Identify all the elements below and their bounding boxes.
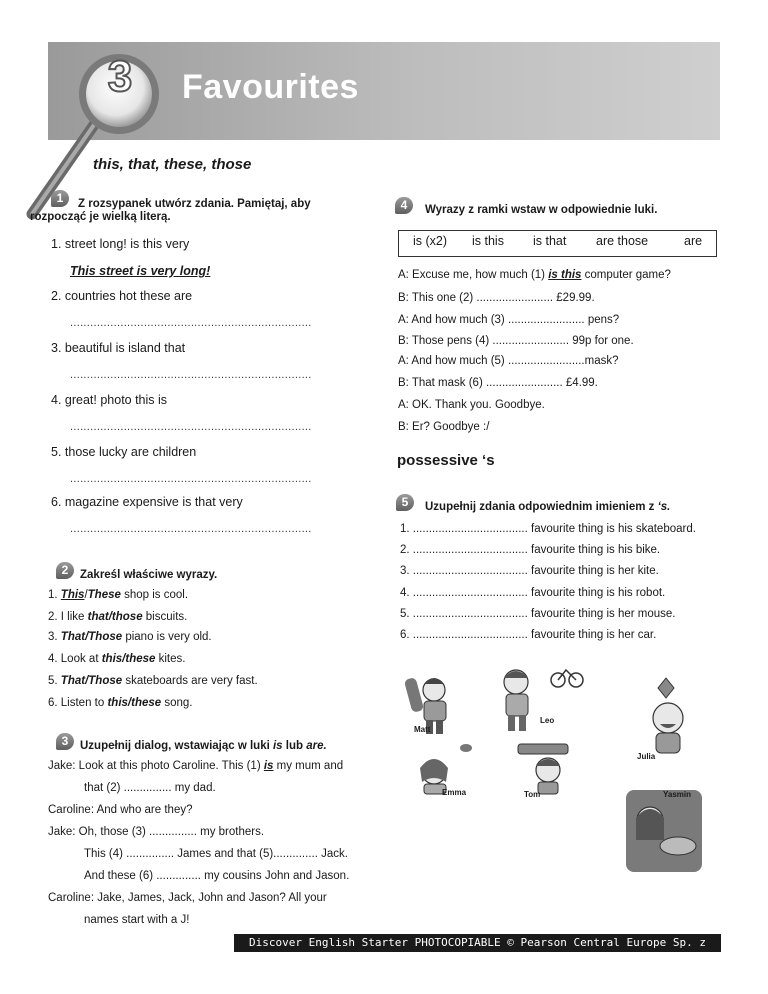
exercise-1-instruction: Z rozsypanek utwórz zdania. Pamiętaj, aby	[78, 198, 311, 210]
ex2-item	[48, 696, 192, 711]
ex2-item	[48, 652, 185, 667]
child-name-label: Leo	[540, 716, 555, 725]
child-name-label: Yasmin	[663, 790, 692, 799]
child-name-label: Tom	[524, 790, 541, 799]
instruction-text: lub	[282, 740, 307, 752]
yasmin-figure	[626, 790, 702, 872]
ex2-item-text: 6. Listen to	[48, 697, 108, 709]
dialog-line: Jake: Oh, those (3) ............... my brothers.	[48, 826, 265, 838]
ex2-item-text: 4. Look at	[48, 653, 102, 665]
ex2-choice[interactable]: this/these	[107, 697, 162, 709]
dialog-line: that (2) ............... my dad.	[84, 782, 216, 794]
word-box-item: is that	[533, 234, 567, 248]
exercise-4	[395, 196, 413, 214]
ex5-item[interactable]: 2. .................................... favourite thing is his bike.	[400, 544, 661, 556]
dialog-line: A: And how much (5) ........................mask?	[398, 355, 619, 367]
ex2-choice-selected[interactable]: This	[60, 589, 85, 601]
page-title: Favourites	[182, 68, 359, 106]
dialog-line: And these (6) .............. my cousins John and Jason.	[84, 870, 350, 882]
dialog-line	[48, 759, 343, 774]
ex5-item[interactable]: 6. .................................... favourite thing is her car.	[400, 629, 657, 641]
instruction-keyword: ‘s.	[657, 501, 671, 513]
dialog-text: Jake: Look at this photo Caroline. This (1)	[48, 760, 264, 772]
ex2-item	[48, 630, 212, 645]
child-name-label: Matt	[414, 725, 431, 734]
ex1-prompt: 4. great! photo this is	[51, 393, 168, 407]
ex2-item-text: kites.	[155, 653, 186, 665]
ex5-item[interactable]: 3. .................................... favourite thing is her kite.	[400, 565, 659, 577]
children-illustration	[398, 660, 708, 875]
dialog-line: B: Er? Goodbye :/	[398, 421, 490, 433]
exercise-4-instruction: Wyrazy z ramki wstaw w odpowiednie luki.	[425, 204, 658, 216]
exercise-number-badge: 3	[56, 733, 74, 750]
dialog-line: B: That mask (6) ........................ £4.99.	[398, 377, 598, 389]
emma-figure	[420, 744, 472, 794]
section-heading: possessive ‘s	[397, 452, 495, 469]
ex2-item	[48, 610, 187, 625]
child-name-label: Julia	[637, 752, 656, 761]
dialog-line	[398, 268, 671, 283]
ex1-answer-line[interactable]: ........................................................................	[70, 369, 312, 381]
ex2-item-text: 5.	[48, 675, 61, 687]
ex1-prompt: 6. magazine expensive is that very	[51, 495, 243, 509]
exercise-3-instruction	[80, 739, 327, 753]
page-subtitle: this, that, these, those	[93, 156, 252, 173]
ex1-prompt: 3. beautiful is island that	[51, 341, 186, 355]
ex5-item[interactable]: 4. .................................... favourite thing is his robot.	[400, 587, 666, 599]
ex2-item	[48, 588, 188, 603]
ex2-choice[interactable]: that/those	[87, 611, 143, 623]
ex2-item-text: skateboards are very fast.	[122, 675, 258, 687]
ex2-item	[48, 674, 258, 689]
dialog-line: Caroline: And who are they?	[48, 804, 193, 816]
unit-number: 3	[107, 52, 133, 101]
ex1-answer-line[interactable]: ........................................................................	[70, 317, 312, 329]
instruction-text: Uzupełnij dialog, wstawiając w luki	[80, 740, 273, 752]
exercise-5-instruction	[425, 500, 670, 514]
word-box-item: is (x2)	[413, 234, 448, 248]
exercise-3	[56, 732, 74, 750]
ex2-item-text: biscuits.	[142, 611, 188, 623]
word-box-item: are	[684, 234, 703, 248]
dialog-text: my mum and	[273, 760, 344, 772]
dialog-line: Caroline: Jake, James, Jack, John and Jason? All your	[48, 892, 327, 904]
julia-figure	[653, 678, 683, 753]
ex1-answer-line[interactable]: ........................................................................	[70, 473, 312, 485]
word-box-item: is this	[472, 234, 504, 248]
instruction-text: Uzupełnij zdania odpowiednim imieniem z	[425, 501, 658, 513]
dialog-line: A: OK. Thank you. Goodbye.	[398, 399, 545, 411]
dialog-answer-example: is	[263, 760, 274, 772]
tom-figure	[518, 744, 568, 794]
exercise-number-badge: 5	[396, 494, 414, 511]
dialog-line: A: And how much (3) ........................ pens?	[398, 314, 620, 326]
ex2-item-text: song.	[161, 697, 193, 709]
ex2-item-text: shop is cool.	[120, 589, 189, 601]
dialog-text: computer game?	[581, 269, 671, 281]
exercise-number-badge: 2	[56, 562, 74, 579]
copyright-footer: Discover English Starter PHOTOCOPIABLE © Pearson Central Europe Sp. z o.o.	[234, 934, 721, 952]
ex2-choice-separator: /	[84, 589, 88, 601]
ex2-choice[interactable]: These	[87, 589, 121, 601]
dialog-text: A: Excuse me, how much (1)	[398, 269, 549, 281]
exercise-2-instruction: Zakreśl właściwe wyrazy.	[80, 569, 218, 581]
exercise-2	[56, 561, 74, 579]
child-name-label: Emma	[442, 788, 467, 797]
instruction-keyword: are.	[306, 740, 327, 752]
ex1-prompt: 1. street long! is this very	[51, 237, 190, 251]
exercise-5	[396, 493, 414, 511]
ex1-answer-line[interactable]: ........................................................................	[70, 421, 312, 433]
ex2-choice[interactable]: That/Those	[60, 631, 123, 643]
ex1-answer-example: This street is very long!	[70, 264, 211, 278]
ex2-item-text: piano is very old.	[122, 631, 212, 643]
ex5-item[interactable]: 1. .................................... favourite thing is his skateboard.	[400, 523, 696, 535]
ex5-item[interactable]: 5. .................................... favourite thing is her mouse.	[400, 608, 676, 620]
ex2-item-text: 3.	[48, 631, 61, 643]
dialog-line: This (4) ............... James and that (5).............. Jack.	[84, 848, 348, 860]
ex1-answer-line[interactable]: ........................................................................	[70, 523, 312, 535]
word-box	[398, 230, 717, 257]
exercise-number-badge: 4	[395, 197, 413, 214]
instruction-keyword: is	[272, 740, 283, 752]
exercise-1	[51, 189, 69, 207]
dialog-line: B: Those pens (4) ........................ 99p for one.	[398, 335, 634, 347]
exercise-number-badge: 1	[51, 190, 69, 207]
dialog-answer-example: is this	[548, 269, 582, 281]
word-box-item: are those	[596, 234, 649, 248]
dialog-line: B: This one (2) ........................ £29.99.	[398, 292, 595, 304]
ex1-prompt: 5. those lucky are children	[51, 445, 197, 459]
exercise-1-instruction-2: rozpocząć je wielką literą.	[30, 211, 171, 223]
ex2-choice[interactable]: That/Those	[60, 675, 123, 687]
ex2-choice[interactable]: this/these	[101, 653, 156, 665]
dialog-line: names start with a J!	[84, 914, 190, 926]
ex1-prompt: 2. countries hot these are	[51, 289, 193, 303]
ex2-item-text: 2. I like	[48, 611, 88, 623]
ex2-item-text: 1.	[48, 589, 61, 601]
